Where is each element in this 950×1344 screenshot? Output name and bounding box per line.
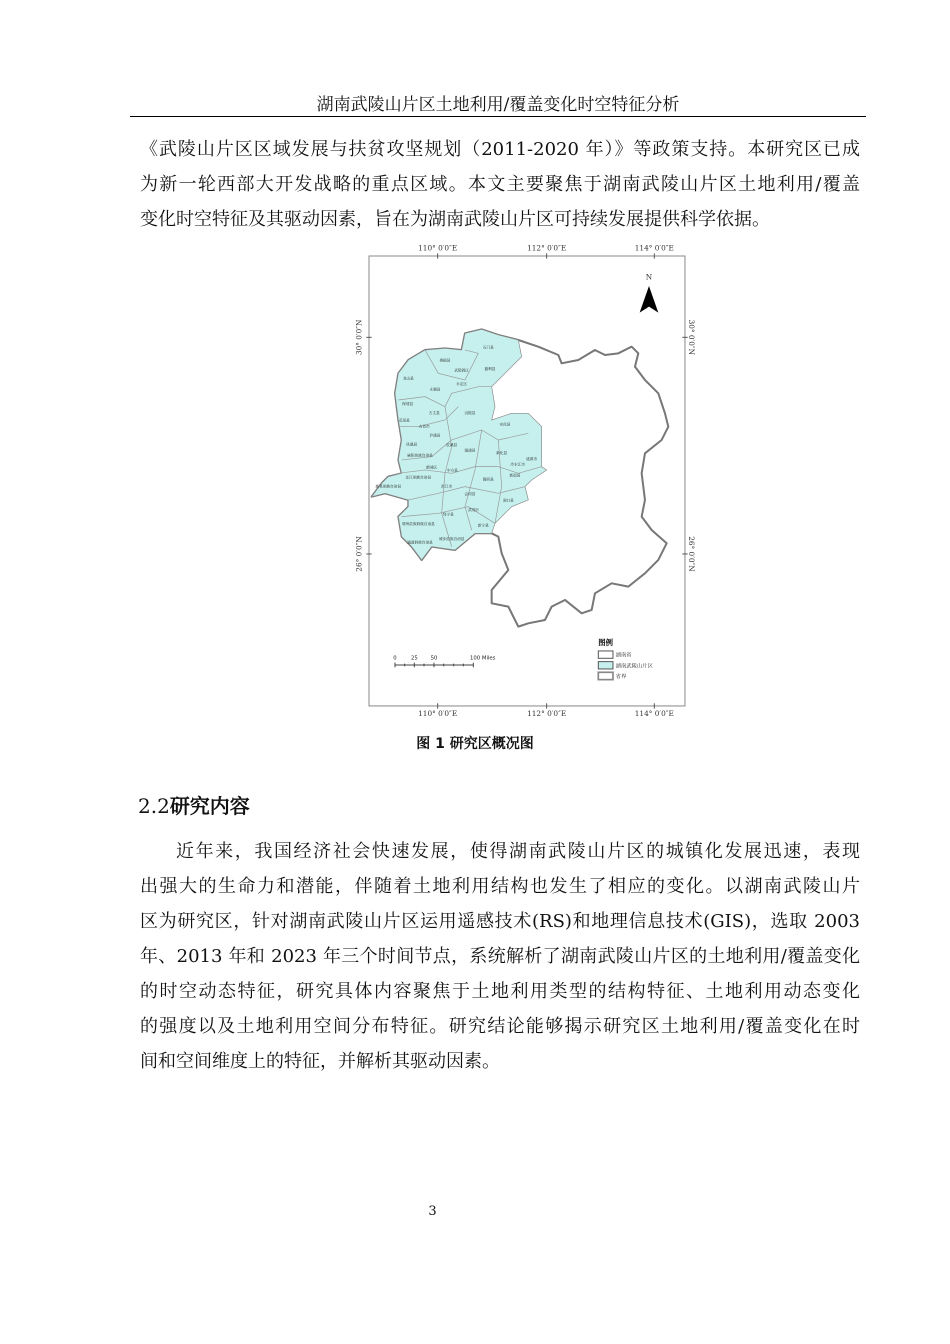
county-label: 绥宁县 (442, 512, 454, 517)
body-line: 间和空间维度上的特征，并解析其驱动因素。 (140, 1051, 500, 1072)
county-label: 新宁县 (477, 523, 489, 528)
lon-label: 112° 0′0″E (527, 243, 567, 253)
body-line: 的强度以及土地利用空间分布特征。研究结论能够揭示研究区土地利用/覆盖变化在时 (140, 1016, 860, 1037)
legend-title: 图例 (598, 637, 613, 647)
body-line: 的时空动态特征，研究具体内容聚焦于土地利用类型的结构特征、土地利用动态变化 (140, 981, 860, 1002)
legend-label: 湖南省 (615, 652, 632, 659)
section-heading (138, 790, 250, 819)
lat-label: 30° 0′0″N (354, 319, 364, 356)
county-label: 新晃侗族自治县 (375, 484, 402, 489)
scale-tick: 100 Miles (469, 655, 496, 662)
scale-tick: 0 (393, 655, 397, 662)
county-label: 安化县 (499, 422, 511, 427)
running-header: 湖南武陵山片区土地利用/覆盖变化时空特征分析 (316, 95, 680, 115)
scale-tick: 25 (410, 655, 418, 662)
county-label: 石门县 (482, 345, 494, 350)
county-label: 鹤城区 (426, 465, 438, 470)
legend-label: 省界 (615, 673, 627, 680)
county-label: 洞口县 (502, 498, 514, 503)
county-label: 花垣县 (398, 418, 410, 423)
lon-label: 110° 0′0″E (418, 708, 458, 718)
lat-label: 26° 0′0″N (686, 536, 696, 572)
lat-label: 30° 0′0″N (686, 319, 696, 356)
body-line: 年、2013 年和 2023 年三个时间节点，系统解析了湖南武陵山片区的土地利用/覆盖变化 (140, 946, 860, 967)
intro-line: 为新一轮西部大开发战略的重点区域。本文主要聚焦于湖南武陵山片区土地利用/覆盖 (140, 174, 860, 195)
north-label: N (645, 272, 653, 282)
body-line: 区为研究区，针对湖南武陵山片区运用遥感技术(RS)和地理信息技术(GIS)，选取 2003 (140, 911, 860, 932)
county-label: 麻阳苗族自治县 (407, 453, 433, 458)
county-label: 武冈市 (467, 507, 479, 512)
legend-label: 湖南武陵山片区 (615, 663, 653, 670)
lon-label: 112° 0′0″E (527, 708, 567, 718)
body-line: 近年来，我国经济社会快速发展，使得湖南武陵山片区的城镇化发展迅速，表现 (176, 841, 860, 862)
lon-label: 114° 0′0″E (634, 708, 674, 718)
county-label: 溆浦县 (464, 448, 476, 453)
county-label: 辰溪县 (446, 442, 458, 447)
county-label: 城步苗族自治县 (438, 536, 465, 541)
county-label: 芷江侗族自治县 (405, 475, 432, 480)
lat-label: 26° 0′0″N (354, 536, 364, 572)
county-label: 永定区 (456, 381, 468, 386)
county-label: 龙山县 (402, 376, 414, 381)
county-label: 新化县 (496, 450, 508, 455)
county-label: 涟源市 (526, 456, 538, 461)
county-label: 凤凰县 (406, 442, 418, 447)
intro-line: 变化时空特征及其驱动因素，旨在为湖南武陵山片区可持续发展提供科学依据。 (140, 209, 770, 230)
section-number: 2.2 (138, 794, 170, 818)
county-label: 靖州苗族侗族自治县 (401, 521, 435, 526)
county-label: 吉首市 (418, 424, 430, 429)
county-label: 洪江市 (441, 484, 453, 489)
section-title: 研究内容 (169, 794, 250, 818)
county-label: 中方县 (446, 468, 458, 473)
county-label: 保靖县 (402, 401, 414, 406)
county-label: 沅陵县 (464, 410, 476, 415)
study-area-map (350, 240, 700, 720)
county-label: 桑植县 (439, 358, 451, 363)
scale-tick: 50 (430, 655, 438, 662)
county-label: 会同县 (464, 491, 476, 496)
county-label: 永顺县 (429, 387, 441, 392)
county-label: 新邵县 (509, 473, 521, 478)
county-label: 慈利县 (484, 366, 496, 371)
intro-line: 《武陵山片区区域发展与扶贫攻坚规划（2011-2020 年）》等政策支持。本研究区已成 (140, 139, 860, 160)
lon-label: 110° 0′0″E (418, 243, 458, 253)
lon-label: 114° 0′0″E (634, 243, 674, 253)
body-line: 出强大的生命力和潜能，伴随着土地利用结构也发生了相应的变化。以湖南武陵山片 (140, 876, 860, 897)
county-label: 古丈县 (428, 410, 440, 415)
county-label: 通道侗族自治县 (407, 540, 433, 545)
county-label: 武陵源区 (454, 368, 469, 373)
page-number: 3 (428, 1204, 437, 1219)
header-rule (130, 116, 866, 117)
county-label: 冷水江市 (510, 462, 525, 467)
figure-caption: 图 1 研究区概况图 (416, 736, 534, 752)
county-label: 泸溪县 (429, 433, 441, 438)
county-label: 隆回县 (482, 477, 494, 482)
